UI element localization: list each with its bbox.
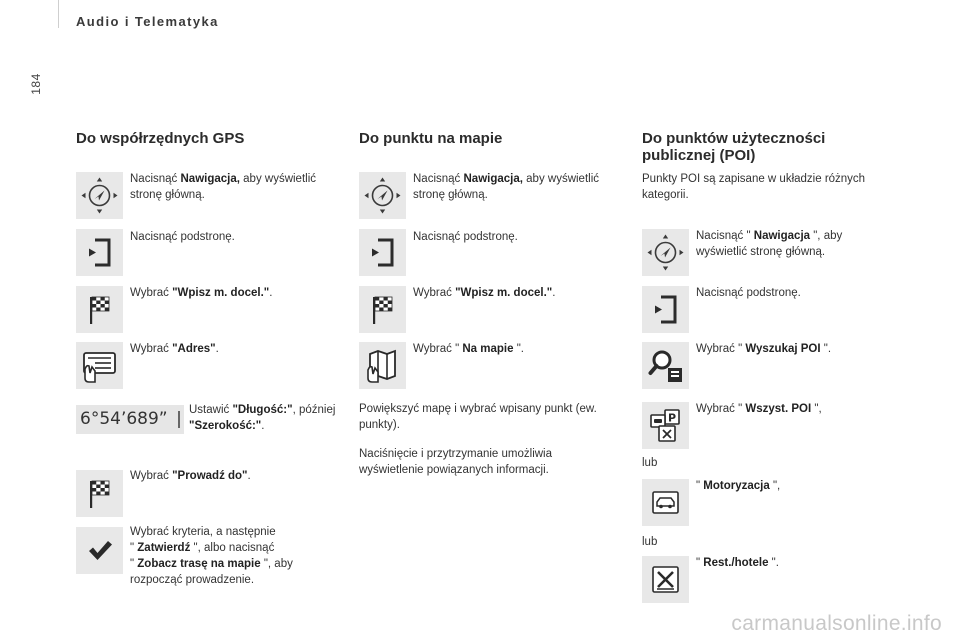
column-gps — [76, 130, 244, 147]
column-map-point — [359, 130, 502, 147]
column-poi — [642, 130, 825, 164]
gps-step-3: Wybrać "Wpisz m. docel.". — [130, 287, 273, 299]
car-icon — [642, 479, 689, 526]
watermark: carmanualsonline.info — [731, 612, 942, 635]
or-label-1: lub — [642, 457, 658, 469]
poi-step-6: " Rest./hotele ". — [696, 557, 779, 569]
destination-flag-icon — [76, 470, 123, 517]
heading-poi-line-2: publicznej (POI) — [642, 147, 756, 164]
restaurant-hotel-icon — [642, 556, 689, 603]
map-paragraph-2: Naciśnięcie i przytrzymanie umożliwia wyświetlenie powiązanych informacji. — [359, 448, 553, 476]
text-cursor — [178, 411, 180, 428]
address-card-icon — [76, 342, 123, 389]
map-step-4: Wybrać " Na mapie ". — [413, 343, 524, 355]
gps-step-5: Ustawić "Długość:", później "Szerokość:". — [189, 404, 336, 432]
heading-gps: Do współrzędnych GPS — [76, 130, 245, 147]
navigation-joystick-icon — [76, 172, 123, 219]
navigation-joystick-icon — [359, 172, 406, 219]
destination-flag-icon — [359, 286, 406, 333]
map-step-2: Nacisnąć podstronę. — [413, 231, 518, 243]
header-divider — [58, 0, 59, 28]
gps-step-7: Wybrać kryteria, a następnie " Zatwierdź ", albo nacisnąć " Zobacz trasę na mapie ", aby rozpocząć prowadzenie. — [130, 526, 293, 586]
poi-step-3: Wybrać " Wyszukaj POI ". — [696, 343, 832, 355]
subpage-icon — [359, 229, 406, 276]
page-number: 184 — [29, 73, 43, 95]
map-paragraph-1: Powiększyć mapę i wybrać wpisany punkt (ew. punkty). — [359, 403, 597, 431]
map-touch-icon — [359, 342, 406, 389]
or-label-2: lub — [642, 536, 658, 548]
poi-step-2: Nacisnąć podstronę. — [696, 287, 801, 299]
subpage-icon — [76, 229, 123, 276]
poi-step-4: Wybrać " Wszyst. POI ", — [696, 403, 822, 415]
gps-step-1: Nacisnąć Nawigacja, aby wyświetlić stronę główną. — [130, 173, 317, 201]
gps-step-4: Wybrać "Adres". — [130, 343, 219, 355]
poi-step-1: Nacisnąć " Nawigacja ", aby wyświetlić stronę główną. — [696, 230, 843, 258]
all-poi-icon — [642, 402, 689, 449]
map-step-1: Nacisnąć Nawigacja, aby wyświetlić stronę główną. — [413, 173, 600, 201]
section-title: Audio i Telematyka — [76, 14, 219, 29]
destination-flag-icon — [76, 286, 123, 333]
map-step-3: Wybrać "Wpisz m. docel.". — [413, 287, 556, 299]
checkmark-icon — [76, 527, 123, 574]
subpage-icon — [642, 286, 689, 333]
coordinate-display — [76, 405, 184, 434]
gps-step-2: Nacisnąć podstronę. — [130, 231, 235, 243]
heading-map-point: Do punktu na mapie — [359, 130, 503, 147]
gps-step-6: Wybrać "Prowadź do". — [130, 470, 251, 482]
poi-step-5: " Motoryzacja ", — [696, 480, 781, 492]
heading-poi-line-1: Do punktów użyteczności — [642, 130, 826, 147]
poi-intro: Punkty POI są zapisane w układzie różnych kategorii. — [642, 173, 866, 201]
coordinate-value: 6°54’689” — [80, 409, 168, 429]
search-poi-icon — [642, 342, 689, 389]
navigation-joystick-icon — [642, 229, 689, 276]
